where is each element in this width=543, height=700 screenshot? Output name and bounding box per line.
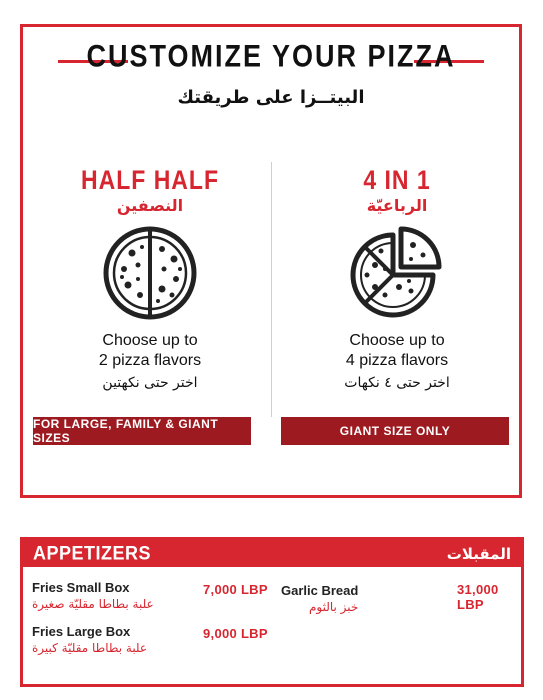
option-four-in-one[interactable] [277,164,517,391]
half-half-pizza-icon [102,225,198,321]
option-description-arabic: اختر حتى ٤ نكهات [344,375,450,391]
item-name-arabic: علبة بطاطا مقليّة كبيرة [32,641,148,655]
menu-item-fries-large[interactable] [32,624,147,655]
option-title-arabic: الرباعيّة [366,196,428,215]
option-half-half[interactable] [30,164,270,391]
item-price: 7,000 LBP [203,582,268,597]
column-divider [271,162,272,417]
option-description-arabic: اختر حتى نكهتين [102,375,198,391]
four-in-one-size-bar: GIANT SIZE ONLY [281,417,509,445]
item-name-arabic: خبز بالثوم [308,600,359,614]
customize-title: CUSTOMIZE YOUR PIZZA [86,38,456,74]
item-price: 9,000 LBP [203,626,268,641]
item-name: Fries Small Box [32,580,130,595]
menu-item-fries-small[interactable] [32,580,154,611]
item-name-arabic: علبة بطاطا مقليّة صغيرة [32,597,154,611]
customize-title-arabic: البيتــزا على طريقتك [177,87,365,108]
appetizers-title-arabic: المقبلات [446,544,511,563]
four-in-one-pizza-icon [347,225,447,321]
menu-item-garlic-bread[interactable] [281,583,358,614]
description-line-1: Choose up to [102,332,198,349]
half-half-size-bar: FOR LARGE, FAMILY & GIANT SIZES [33,417,251,445]
item-name: Garlic Bread [281,583,359,598]
appetizers-header [23,540,521,567]
option-title-arabic: النصفين [116,196,184,215]
description-line-1: Choose up to [349,332,445,349]
appetizers-section [20,537,524,687]
option-title: 4 IN 1 [363,164,431,195]
description-line-2: 2 pizza flavors [98,352,202,369]
option-title: HALF HALF [80,164,220,195]
item-name: Fries Large Box [32,624,131,639]
customize-pizza-card [20,24,522,498]
option-description [30,331,270,371]
appetizers-title: APPETIZERS [33,541,152,564]
item-price: 31,000 LBP [457,582,499,612]
description-line-2: 4 pizza flavors [345,352,449,369]
option-description [277,331,517,371]
